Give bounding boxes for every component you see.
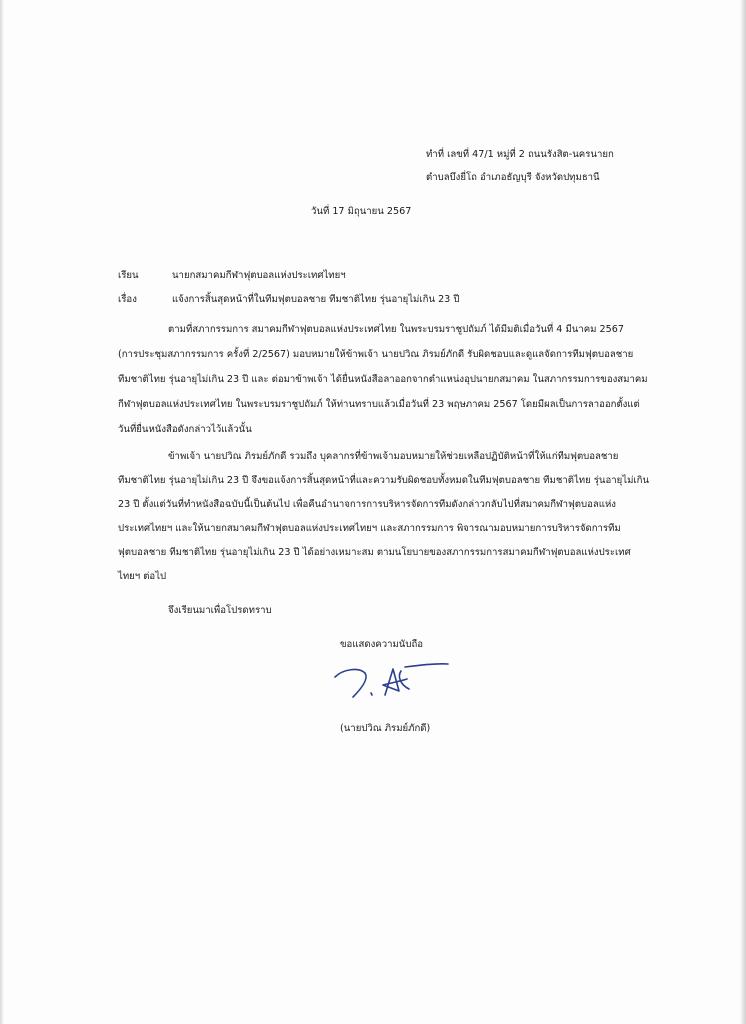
regards-text: ขอแสดงความนับถือ [340, 639, 424, 650]
paragraph-line: ทีมชาติไทย รุ่นอายุไม่เกิน 23 ปี และ ต่อมาข้าพเจ้า ได้ยื่นหนังสือลาออกจากตำแหน่งอุปนายกสมาคม ในสภากรรมการของสมาคม [118, 374, 648, 385]
paragraph-line: (การประชุมสภากรรมการ ครั้งที่ 2/2567) มอบหมายให้ข้าพเจ้า นายปวิณ ภิรมย์ภักดี รับผิดชอบและดูแลจัดการทีมฟุตบอลชาย [118, 349, 634, 360]
subject-value: แจ้งการสิ้นสุดหน้าที่ในทีมฟุตบอลชาย ทีมชาติไทย รุ่นอายุไม่เกิน 23 ปี [172, 294, 460, 305]
paragraph-line: ประเทศไทยฯ และให้นายกสมาคมกีฬาฟุตบอลแห่งประเทศไทยฯ และสภากรรมการ พิจารณามอบหมายการบริหารจัดการทีม [118, 523, 621, 534]
sender-address-line-2: ตำบลบึงยี่โถ อำเภอธัญบุรี จังหวัดปทุมธานี [426, 172, 600, 183]
paragraph-line: ข้าพเจ้า นายปวิณ ภิรมย์ภักดี รวมถึง บุคลากรที่ข้าพเจ้ามอบหมายให้ช่วยเหลือปฏิบัติหน้าที่ให้แก่ทีมฟุตบอลชาย [168, 451, 619, 462]
handwritten-signature [325, 655, 450, 703]
paragraph-line: ไทยฯ ต่อไป [118, 571, 167, 582]
recipient-label: เรียน [118, 270, 139, 281]
paragraph-line: กีฬาฟุตบอลแห่งประเทศไทย ในพระบรมราชูปถัมภ์ ให้ท่านทราบแล้วเมื่อวันที่ 23 พฤษภาคม 2567 โดยมีผลเป็นการลาออกตั้งแต่ [118, 399, 640, 410]
page-edge-shadow-right [740, 0, 746, 1024]
recipient-value: นายกสมาคมกีฬาฟุตบอลแห่งประเทศไทยฯ [172, 270, 346, 281]
subject-label: เรื่อง [118, 294, 137, 305]
paragraph-line: ทีมชาติไทย รุ่นอายุไม่เกิน 23 ปี จึงขอแจ้งการสิ้นสุดหน้าที่และความรับผิดชอบทั้งหมดในทีมฟุตบอลชาย ทีมชาติไทย รุ่นอายุไม่เกิน [118, 475, 650, 486]
closing-statement: จึงเรียนมาเพื่อโปรดทราบ [168, 605, 272, 616]
letter-date: วันที่ 17 มิถุนายน 2567 [311, 206, 412, 217]
signer-name: (นายปวิณ ภิรมย์ภักดี) [340, 723, 431, 734]
paragraph-line: วันที่ยื่นหนังสือดังกล่าวไว้แล้วนั้น [118, 424, 252, 435]
paragraph-line: ฟุตบอลชาย ทีมชาติไทย รุ่นอายุไม่เกิน 23 ปี ได้อย่างเหมาะสม ตามนโยบายของสภากรรมการสมาคมกีฬาฟุตบอลแห่งประเทศ [118, 547, 631, 558]
sender-address-line-1: ทำที่ เลขที่ 47/1 หมู่ที่ 2 ถนนรังสิต-นครนายก [426, 149, 614, 160]
paragraph-line: 23 ปี ตั้งแต่วันที่ทำหนังสือฉบับนี้เป็นต้นไป เพื่อคืนอำนาจการการบริหารจัดการทีมดังกล่าวกลับไปที่สมาคมกีฬาฟุตบอลแห่ง [118, 499, 616, 510]
page-edge-shadow-left [0, 0, 4, 1024]
paragraph-line: ตามที่สภากรรมการ สมาคมกีฬาฟุตบอลแห่งประเทศไทย ในพระบรมราชูปถัมภ์ ได้มีมติเมื่อวันที่ 4 มีนาคม 2567 [168, 324, 624, 335]
